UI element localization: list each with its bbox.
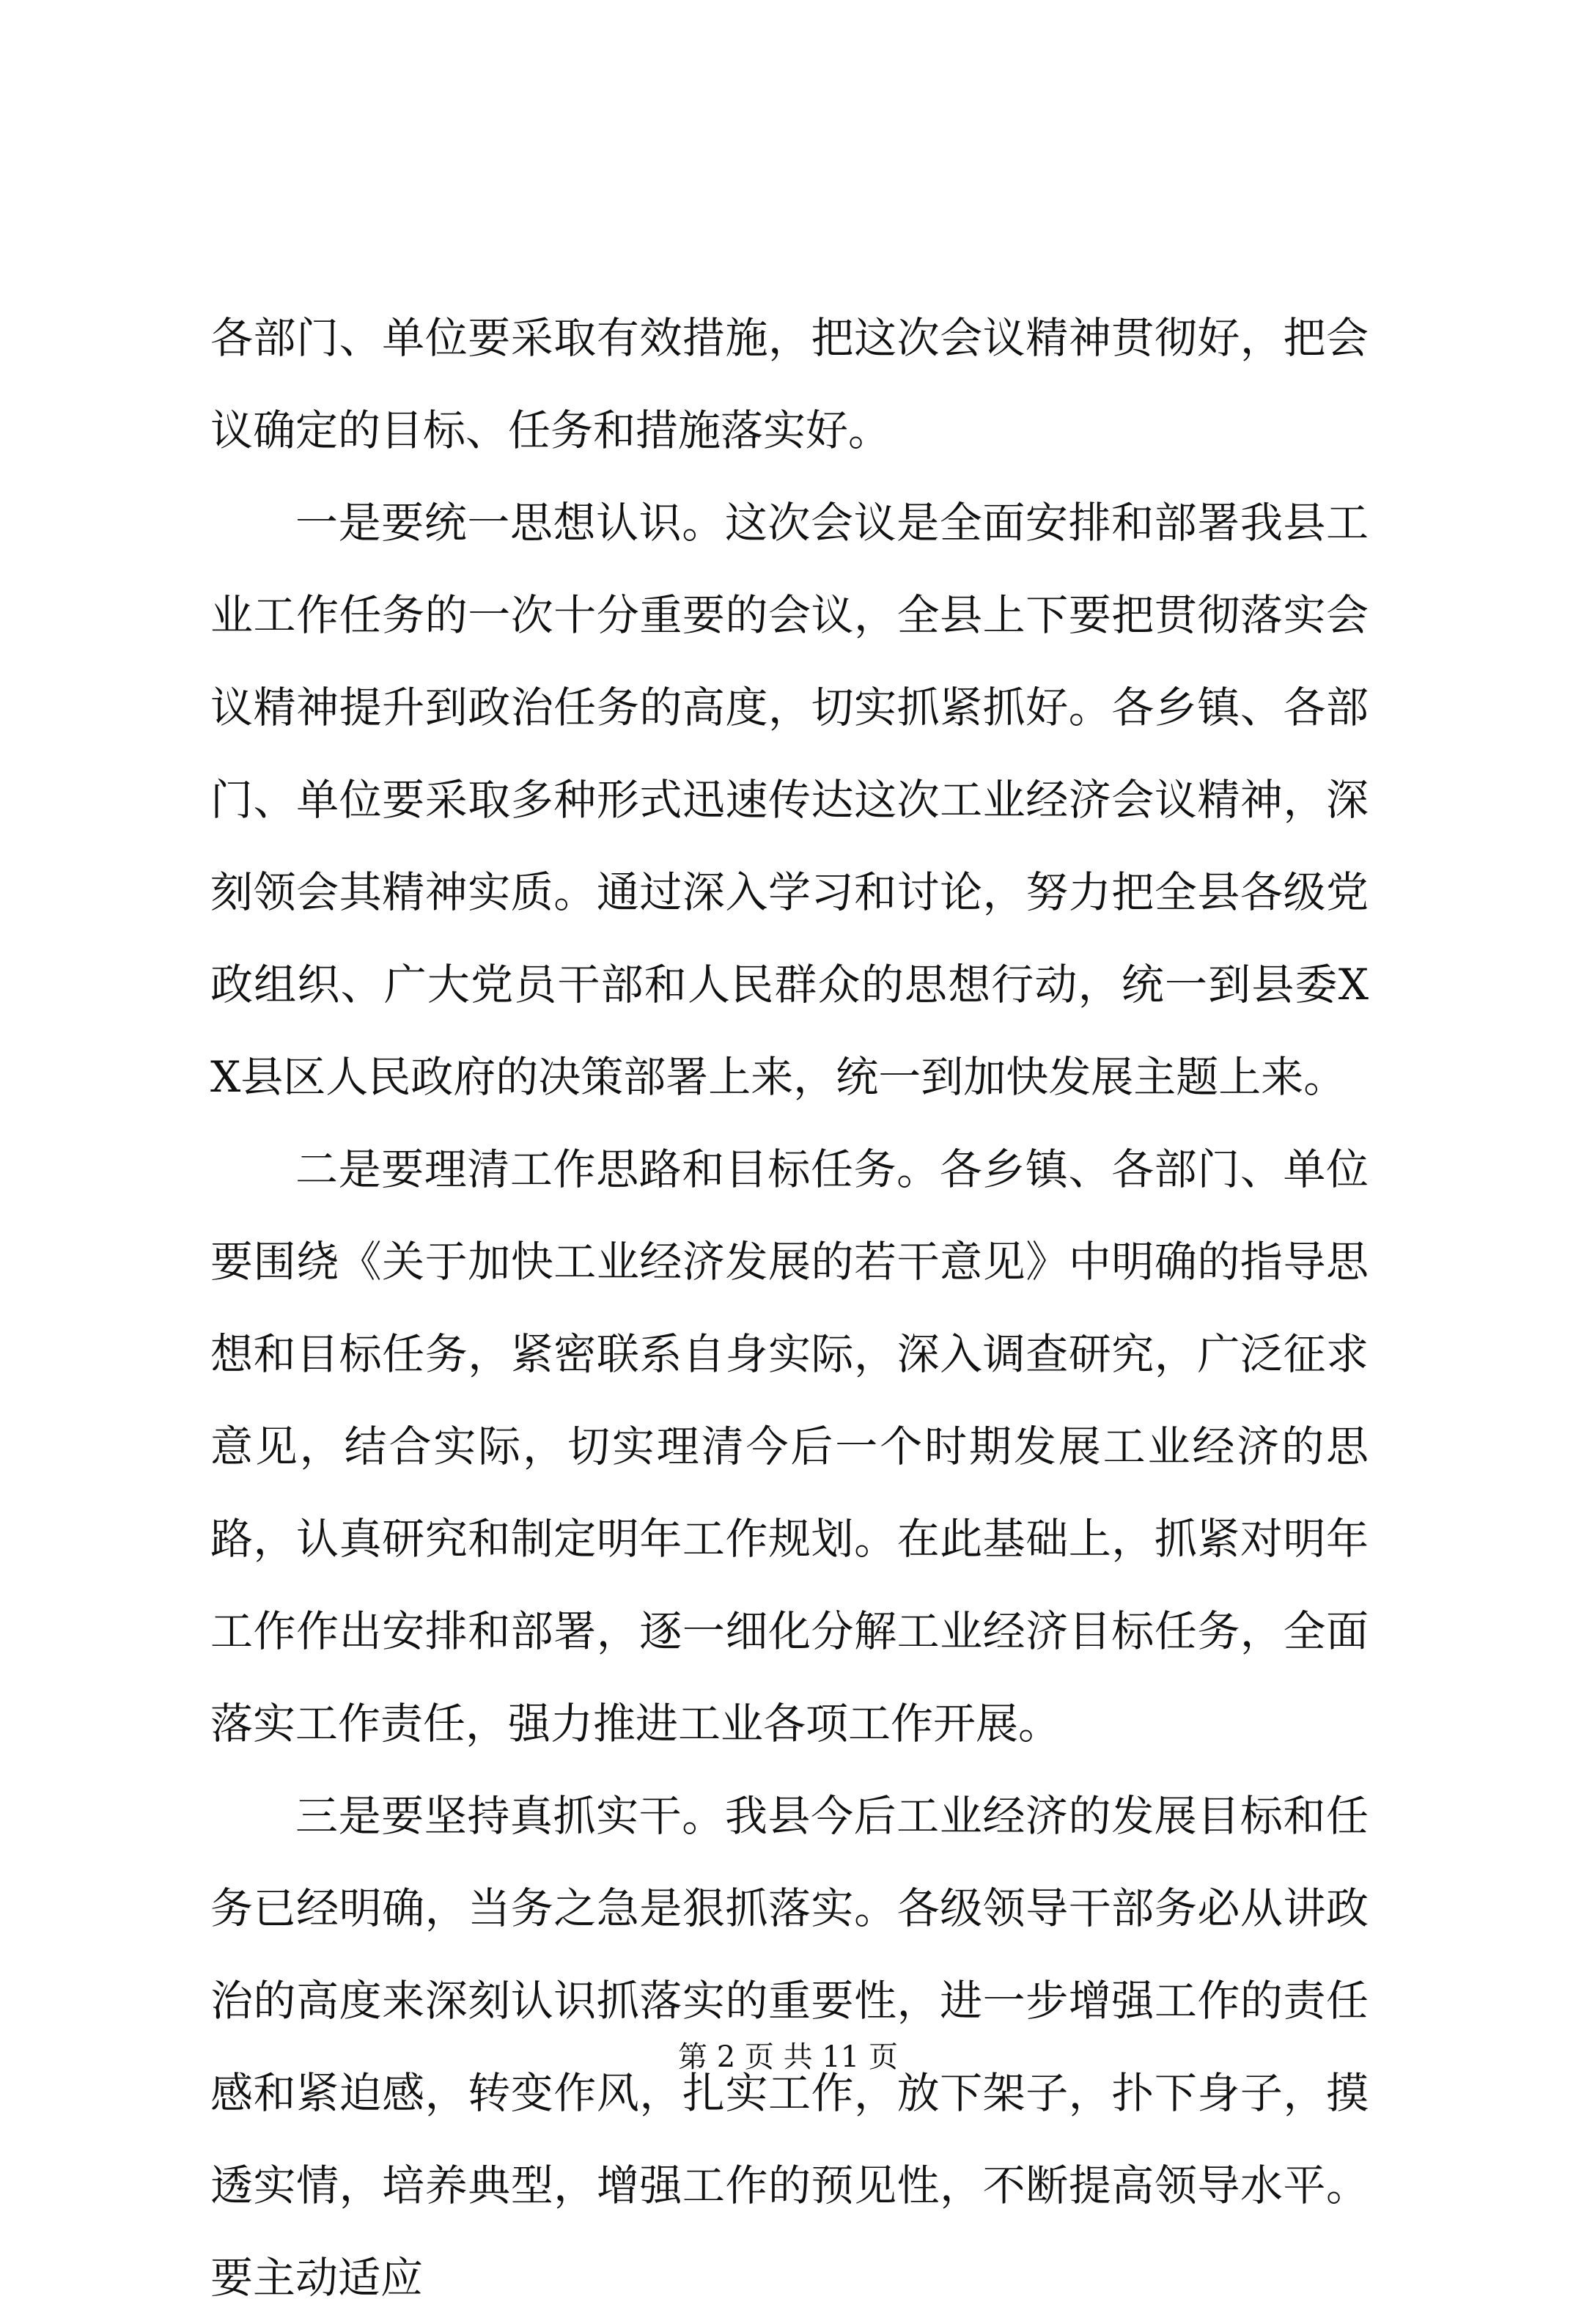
paragraph-point-three: 三是要坚持真抓实干。我县今后工业经济的发展目标和任务已经明确，当务之急是狠抓落实。各级领导干部务必从讲政治的高度来深刻认识抓落实的重要性，进一步增强工作的责任感和紧迫感，转变作风，扎实工作，放下架子，扑下身子，摸透实情，培养典型，增强工作的预见性，不断提高领导水平。要主动适应 (210, 1791, 1369, 2303)
document-body (210, 292, 1369, 2324)
paragraph-intro: 各部门、单位要采取有效措施，把这次会议精神贯彻好，把会议确定的目标、任务和措施落实好。 (210, 313, 1369, 455)
page-number-footer: 第 2 页 共 11 页 (678, 2040, 898, 2074)
paragraph-point-one: 一是要统一思想认识。这次会议是全面安排和部署我县工业工作任务的一次十分重要的会议，全县上下要把贯彻落实会议精神提升到政治任务的高度，切实抓紧抓好。各乡镇、各部门、单位要采取多种形式迅速传达这次工业经济会议精神，深刻领会其精神实质。通过深入学习和讨论，努力把全县各级党政组织、广大党员干部和人民群众的思想行动，统一到县委XX县区人民政府的决策部署上来，统一到加快发展主题上来。 (210, 498, 1369, 1102)
paragraph-point-two: 二是要理清工作思路和目标任务。各乡镇、各部门、单位要围绕《关于加快工业经济发展的若干意见》中明确的指导思想和目标任务，紧密联系自身实际，深入调查研究，广泛征求意见，结合实际，切实理清今后一个时期发展工业经济的思路，认真研究和制定明年工作规划。在此基础上，抓紧对明年工作作出安排和部署，逐一细化分解工业经济目标任务，全面落实工作责任，强力推进工业各项工作开展。 (210, 1144, 1369, 1748)
